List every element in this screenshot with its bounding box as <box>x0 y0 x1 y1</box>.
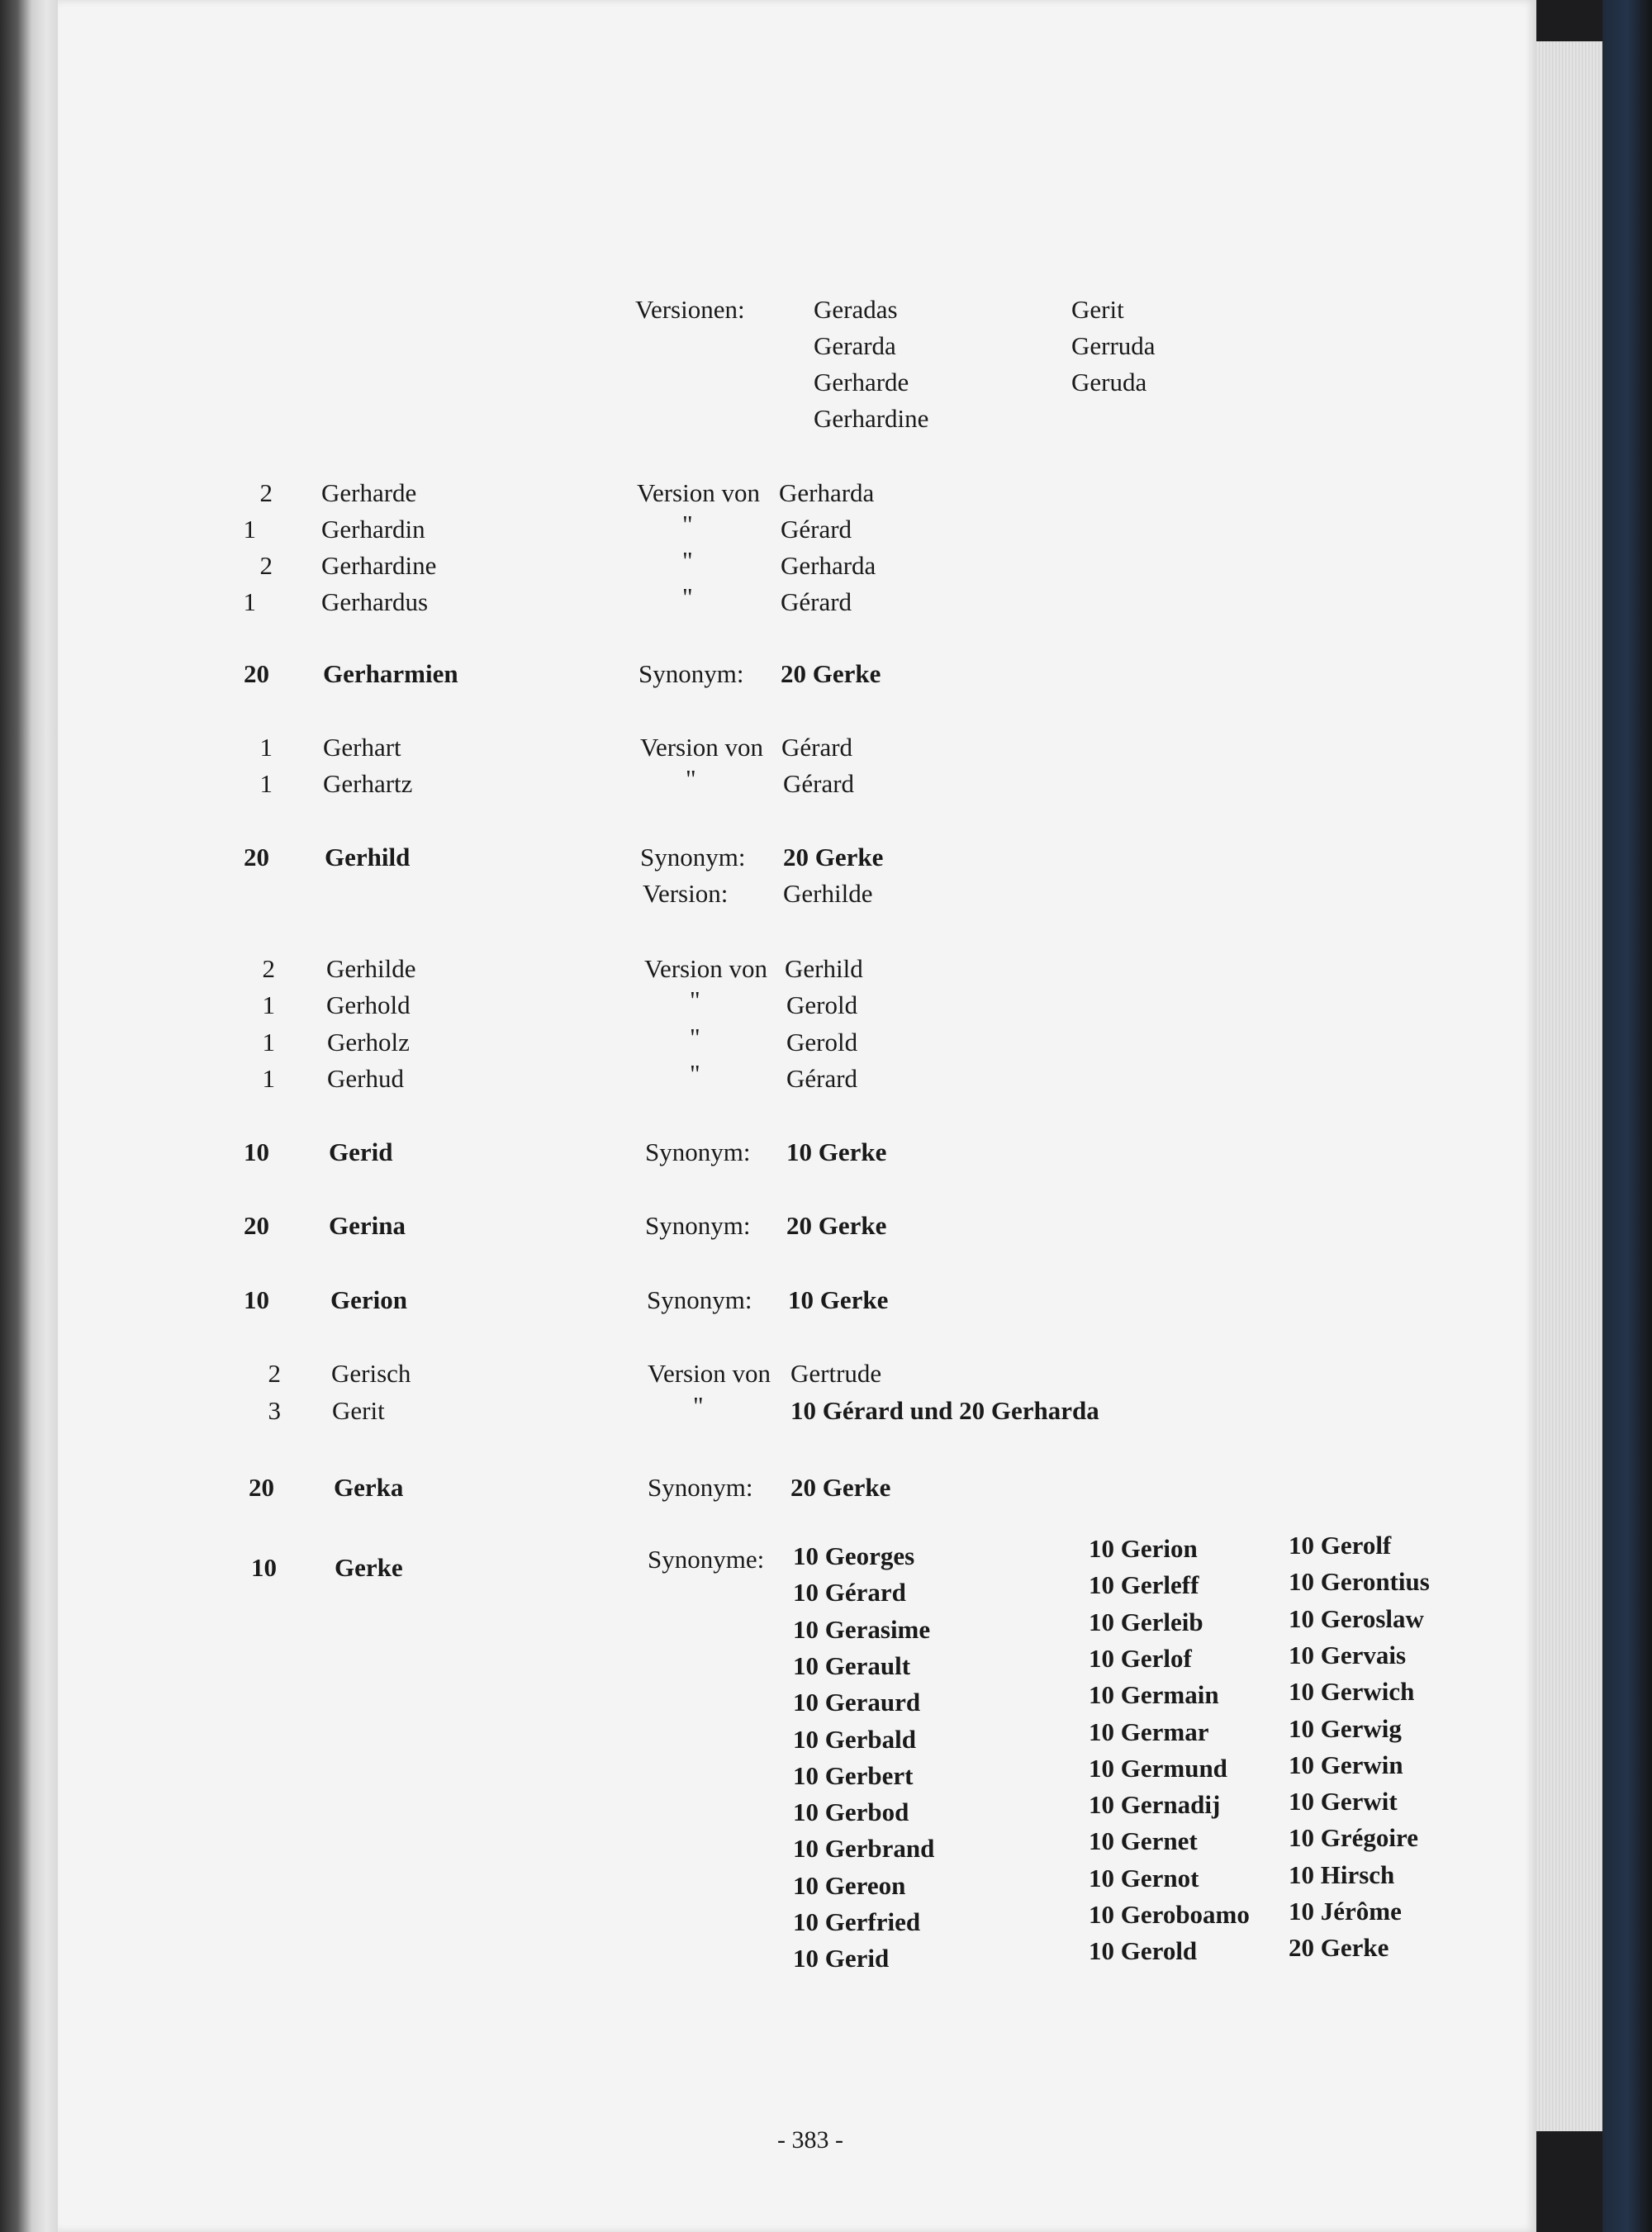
entry-reference: Gerold <box>786 1028 858 1057</box>
entry-frequency: 2 <box>262 954 275 983</box>
entry-reference: Gerhild <box>785 954 863 983</box>
entry-headword: Gerit <box>332 1396 385 1425</box>
entry-reference: Gérard <box>783 769 855 798</box>
entry-relation: " <box>682 546 693 575</box>
entry-headword: Gerhilde <box>326 954 416 983</box>
synonym-name: 10 Gereon <box>793 1870 906 1900</box>
synonym-name: 10 Gerbrand <box>793 1834 935 1864</box>
synonym-name: 10 Grégoire <box>1289 1823 1418 1853</box>
entry-reference: Gerhilde <box>783 879 873 908</box>
entry-headword: Gerid <box>329 1137 393 1166</box>
entry-frequency: 1 <box>259 733 273 762</box>
entry-reference: 20 Gerke <box>786 1211 887 1240</box>
entry-relation: Synonym: <box>648 1473 753 1502</box>
entry-frequency: 1 <box>262 1028 275 1057</box>
entry-frequency: 2 <box>268 1359 281 1388</box>
synonym-name: 10 Gerlof <box>1089 1643 1192 1673</box>
entry-relation: Version von <box>640 733 763 762</box>
synonym-name: 10 Gerwin <box>1289 1750 1403 1779</box>
entry-frequency: 10 <box>244 1137 269 1166</box>
entry-relation: " <box>690 985 700 1014</box>
synonym-name: 10 Gérard <box>793 1578 906 1608</box>
entry-headword: Gerisch <box>331 1359 411 1388</box>
synonym-name: 10 Georges <box>793 1541 915 1570</box>
entry-relation: " <box>686 764 696 793</box>
synonym-name: 10 Gernet <box>1089 1826 1198 1856</box>
synonym-name: 10 Gerfried <box>793 1907 921 1936</box>
entry-headword: Gerhardin <box>321 515 425 544</box>
synonym-name: 10 Germund <box>1089 1753 1227 1783</box>
entry-frequency: 20 <box>249 1473 274 1502</box>
version-name: Gerruda <box>1071 331 1156 360</box>
entry-relation: Synonym: <box>645 1211 751 1240</box>
synonym-name: 10 Gerbod <box>793 1797 909 1827</box>
entry-headword: Gerharde <box>321 478 417 507</box>
entry-relation: Synonym: <box>645 1137 751 1166</box>
entry-reference: Gerold <box>786 990 858 1019</box>
entry-frequency: 10 <box>244 1285 269 1314</box>
page-number: - 383 - <box>777 2126 843 2154</box>
synonym-name: 20 Gerke <box>1289 1933 1389 1963</box>
synonym-name: 10 Gervais <box>1289 1640 1407 1669</box>
synonym-name: 10 Gernadij <box>1089 1790 1221 1820</box>
entry-reference: 10 Gerke <box>788 1285 889 1314</box>
entry-reference: 10 Gérard und 20 Gerharda <box>790 1396 1099 1425</box>
book-cover <box>1602 0 1652 2232</box>
entry-reference: 10 Gerke <box>786 1137 887 1166</box>
synonym-name: 10 Geroslaw <box>1289 1603 1424 1633</box>
entry-frequency: 2 <box>259 551 273 580</box>
entry-frequency: 20 <box>244 843 269 871</box>
entry-relation: Version von <box>644 954 767 983</box>
entry-relation: Synonym: <box>638 659 744 688</box>
version-name: Geradas <box>814 295 898 324</box>
entry-reference: 20 Gerke <box>790 1473 891 1502</box>
entry-reference: Gerharda <box>781 551 876 580</box>
entry-frequency: 20 <box>244 659 269 688</box>
entry-relation: Version von <box>637 478 760 507</box>
entry-reference: Gérard <box>781 733 853 762</box>
version-name: Geruda <box>1071 368 1147 397</box>
entry-headword: Gerke <box>335 1553 403 1582</box>
entry-reference: Gérard <box>781 587 852 616</box>
synonym-name: 10 Gerwig <box>1289 1713 1402 1743</box>
entry-headword: Gerhild <box>325 843 411 871</box>
synonym-name: 10 Gerion <box>1089 1534 1198 1563</box>
entry-relation: Version von <box>648 1359 771 1388</box>
entry-frequency: 1 <box>259 769 273 798</box>
entry-reference: 20 Gerke <box>781 659 881 688</box>
synonym-name: 10 Gerleib <box>1089 1607 1203 1636</box>
version-name: Gerit <box>1071 295 1124 324</box>
entry-headword: Gerhartz <box>323 769 413 798</box>
entry-relation: Version: <box>643 879 729 908</box>
entry-reference: 20 Gerke <box>783 843 884 871</box>
entry-reference: Gertrude <box>790 1359 882 1388</box>
synonym-name: 10 Jérôme <box>1289 1897 1402 1926</box>
synonym-name: 10 Gerolf <box>1289 1531 1392 1560</box>
versions-label: Versionen: <box>635 295 745 324</box>
synonym-name: 10 Gerid <box>793 1944 890 1973</box>
synonym-name: 10 Geraurd <box>793 1688 921 1717</box>
synonym-name: 10 Gerbald <box>793 1724 916 1754</box>
synonym-name: 10 Gerbert <box>793 1760 914 1790</box>
entry-relation: Synonym: <box>640 843 746 871</box>
version-name: Gerhardine <box>814 404 929 433</box>
entry-relation: " <box>690 1023 700 1052</box>
entry-relation: Synonym: <box>647 1285 752 1314</box>
synonyms-label: Synonyme: <box>648 1545 765 1574</box>
entry-headword: Gerhardine <box>321 551 437 580</box>
entry-reference: Gerharda <box>779 478 875 507</box>
entry-headword: Gerharmien <box>323 659 458 688</box>
synonym-name: 10 Gernot <box>1089 1863 1199 1892</box>
entry-reference: Gérard <box>781 515 852 544</box>
book-gutter <box>0 0 58 2232</box>
synonym-name: 10 Gerault <box>793 1650 911 1680</box>
entry-frequency: 1 <box>243 515 256 544</box>
page-edges <box>1536 41 1602 2131</box>
synonym-name: 10 Germar <box>1089 1717 1209 1746</box>
entry-headword: Gerion <box>330 1285 407 1314</box>
entry-headword: Gerhardus <box>321 587 429 616</box>
entry-headword: Gerka <box>334 1473 404 1502</box>
entry-headword: Gerhart <box>323 733 401 762</box>
entry-headword: Gerina <box>329 1211 406 1240</box>
synonym-name: 10 Germain <box>1089 1680 1219 1710</box>
entry-frequency: 1 <box>262 990 275 1019</box>
entry-frequency: 1 <box>262 1064 275 1093</box>
version-name: Gerharde <box>814 368 909 397</box>
synonym-name: 10 Gerwich <box>1289 1677 1415 1707</box>
entry-relation: " <box>682 582 693 611</box>
entry-headword: Gerhold <box>326 990 411 1019</box>
synonym-name: 10 Gerleff <box>1089 1570 1199 1600</box>
synonym-name: 10 Gerwit <box>1289 1787 1398 1816</box>
synonym-name: 10 Geroboamo <box>1089 1900 1250 1929</box>
entry-headword: Gerholz <box>327 1028 410 1057</box>
entry-frequency: 3 <box>268 1396 281 1425</box>
entry-frequency: 20 <box>244 1211 269 1240</box>
entry-frequency: 10 <box>251 1553 277 1582</box>
synonym-name: 10 Hirsch <box>1289 1859 1395 1889</box>
entry-reference: Gérard <box>786 1064 858 1093</box>
entry-headword: Gerhud <box>327 1064 404 1093</box>
entry-relation: " <box>693 1391 704 1420</box>
synonym-name: 10 Gerasime <box>793 1614 931 1644</box>
entry-relation: " <box>682 510 693 539</box>
version-name: Gerarda <box>814 331 896 360</box>
synonym-name: 10 Gerontius <box>1289 1567 1430 1597</box>
entry-relation: " <box>690 1059 700 1088</box>
entry-frequency: 1 <box>243 587 256 616</box>
synonym-name: 10 Gerold <box>1089 1936 1198 1966</box>
entry-frequency: 2 <box>259 478 273 507</box>
